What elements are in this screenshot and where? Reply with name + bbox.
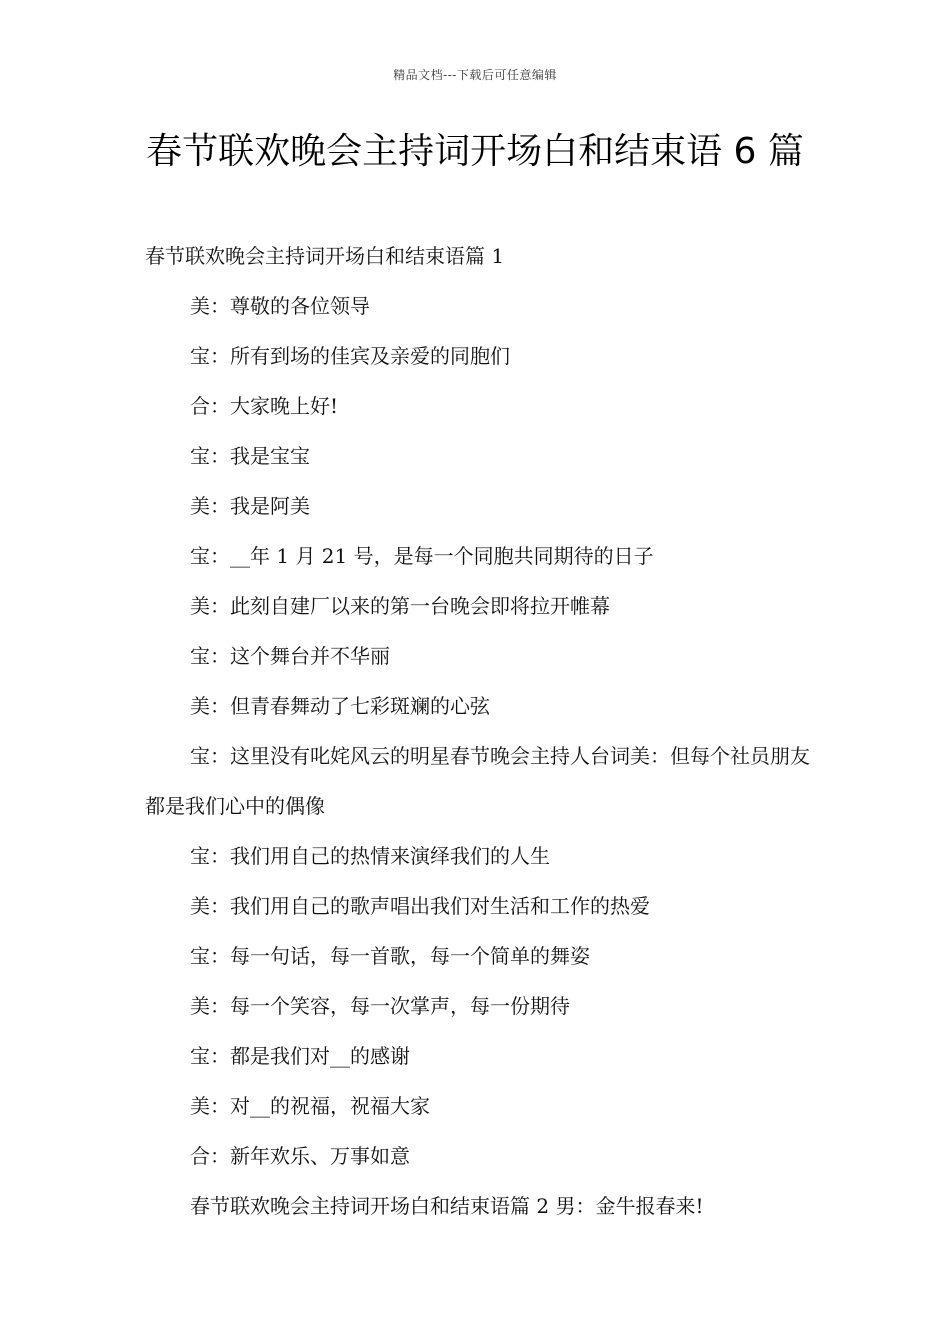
dialogue-line: 美：每一个笑容，每一次掌声，每一份期待 (190, 994, 570, 1018)
dialogue-line: 合：新年欢乐、万事如意 (190, 1144, 410, 1168)
document-body (145, 231, 810, 1231)
section-heading: 春节联欢晚会主持词开场白和结束语篇 2 男：金牛报春来! (190, 1194, 704, 1218)
dialogue-line: 宝：我是宝宝 (190, 444, 310, 468)
dialogue-line: 宝：这个舞台并不华丽 (190, 644, 390, 668)
dialogue-line: 宝：每一句话，每一首歌，每一个简单的舞姿 (190, 944, 590, 968)
dialogue-line: 宝：都是我们对__的感谢 (190, 1044, 410, 1068)
dialogue-line: 宝：这里没有叱姹风云的明星春节晚会主持人台词美：但每个社员朋友都是我们心中的偶像 (145, 744, 810, 818)
section-heading: 春节联欢晚会主持词开场白和结束语篇 1 (145, 244, 505, 268)
dialogue-line: 宝：__年 1 月 21 号，是每一个同胞共同期待的日子 (190, 544, 654, 568)
page-header: 精品文档---下载后可任意编辑 (393, 68, 557, 82)
dialogue-line: 美：我是阿美 (190, 494, 310, 518)
dialogue-line: 宝：所有到场的佳宾及亲爱的同胞们 (190, 344, 510, 368)
dialogue-line: 美：此刻自建厂以来的第一台晚会即将拉开帷幕 (190, 594, 610, 618)
dialogue-line: 合：大家晚上好! (190, 394, 339, 418)
dialogue-line: 美：但青春舞动了七彩斑斓的心弦 (190, 694, 490, 718)
dialogue-line: 美：尊敬的各位领导 (190, 294, 370, 318)
dialogue-line: 美：对__的祝福，祝福大家 (190, 1094, 430, 1118)
dialogue-line: 宝：我们用自己的热情来演绎我们的人生 (190, 844, 550, 868)
dialogue-line: 美：我们用自己的歌声唱出我们对生活和工作的热爱 (190, 894, 650, 918)
document-title: 春节联欢晚会主持词开场白和结束语 6 篇 (146, 131, 804, 172)
